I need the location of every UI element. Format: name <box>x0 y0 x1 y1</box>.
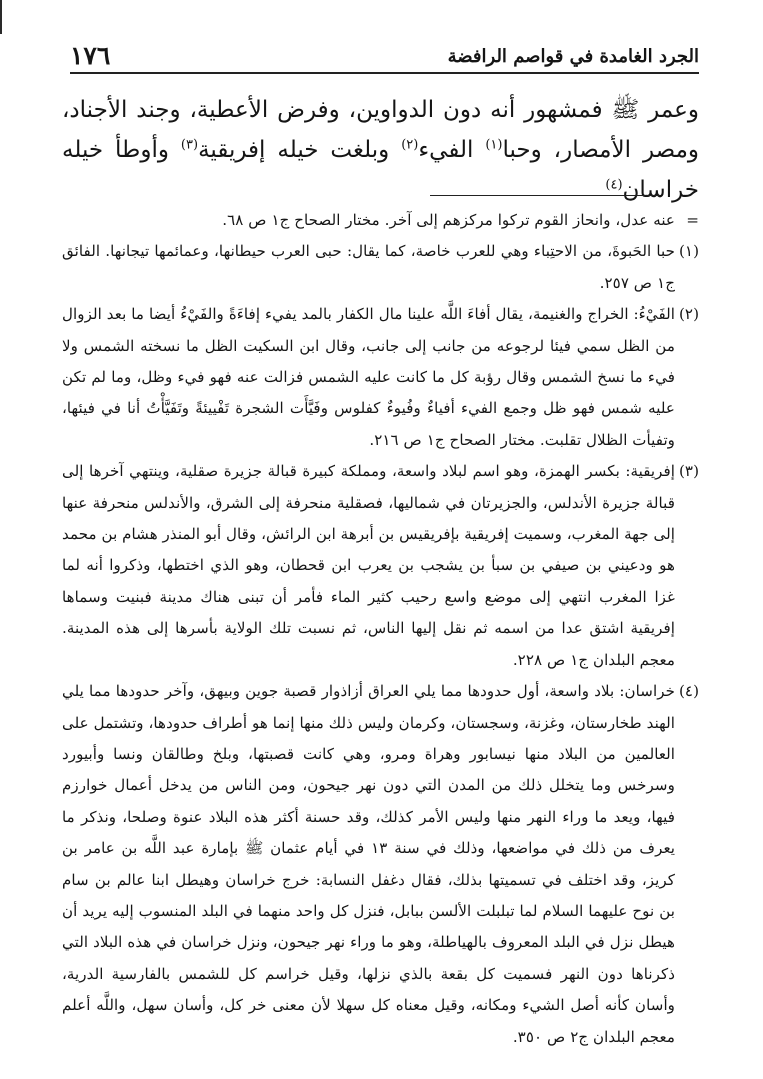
page-number: ١٧٦ <box>70 41 111 70</box>
blessing-glyph: ﷺ <box>245 839 264 858</box>
running-title: الجرد الغامدة في قواصم الرافضة <box>447 46 699 67</box>
footnote-marker: (٣) <box>678 462 699 481</box>
main-text-part: وعمر <box>648 97 699 123</box>
footnote-4 <box>62 676 699 1053</box>
footnote-3 <box>62 456 699 676</box>
page-header <box>70 34 699 74</box>
footnote-ref[interactable]: (٢) <box>401 137 419 153</box>
main-text-part: فمشهور أنه دون الدواوين، وفرض الأعطية، وجند الأجناد، ومصر الأمصار، وحبا <box>62 97 700 163</box>
main-text <box>62 90 699 210</box>
footnote-1 <box>62 236 699 299</box>
footnote-text: بإمارة عبد اللَّه بن عامر بن كريز، وقد اختلف في تسميتها بذلك، فقال دغفل النسابة: خرج خراسان وهيطل ابنا عالم بن سام بن نوح عليهما السلام لما تبلبلت الألسن ببابل، فنزل كل واحد منهما في البلد المنسوب إليه يريد أن هيطل نزل في البلد المعروف بالهياطلة، وهو ما وراء نهر جيحون، ونزل خراسان في هذه البلاد التي ذكرناها دون النهر فسميت كل بقعة بالذي نزلها، وقيل خراسم كل للشمس بالفارسية الدرية، وأسان كأنه أصل الشيء ومكانه، وقيل معناه كل سهلا لأن معنى خر كل، وأسان سهل، واللَّه أعلم معجم البلدان ج٢ ص ٣٥٠. <box>62 839 675 1046</box>
footnote-2 <box>62 299 699 456</box>
footnote-ref[interactable]: (٤) <box>605 177 623 193</box>
main-text-part: الفيء <box>418 137 474 163</box>
footnote-continued <box>62 205 699 236</box>
main-text-part: وبلغت خيله إفريقية <box>198 137 390 163</box>
footnote-marker: (١) <box>678 242 699 261</box>
main-text-part: وأوطأ خيله خراسان <box>62 137 699 203</box>
footnote-text-block <box>62 676 675 1053</box>
footnotes <box>62 205 699 1053</box>
footnote-ref[interactable]: (١) <box>485 137 503 153</box>
footnote-text: خراسان: بلاد واسعة، أول حدودها مما يلي العراق أزاذوار قصبة جوين وبيهق، وآخر حدودها مما يلي الهند طخارستان، وغزنة، وسجستان، وكرمان وليس ذلك منها إنما هو أطراف حدودها، وتشتمل على العالمين من البلاد منها نيسابور وهراة ومرو، وهي كانت قصبتها، وبلخ وطالقان ونسا وأبيورد وسرخس وما يتخلل ذلك من المدن التي دون نهر جيحون، ومن الناس من يدخل أعمال خوارزم فيها، ويعد ما وراء النهر منها وليس الأمر كذلك، وقد حسنة أكثر هذه البلاد عنوة وصلحا، ونذكر ما يعرف من ذلك في مواضعها، وذلك في سنة ١٣ في أيام عثمان <box>62 682 676 858</box>
blessing-glyph: ﷺ <box>611 97 640 123</box>
footnote-marker: = <box>686 211 699 229</box>
footnote-ref[interactable]: (٣) <box>180 137 199 153</box>
footnote-text: حبا الحَبوةَ، من الاحتِباء وهي للعرب خاصة، كما يقال: حبى العرب حيطانها، وعمائمها تيجانها. الفائق ج١ ص ٢٥٧. <box>62 242 675 292</box>
footnote-marker: (٤) <box>678 682 699 701</box>
scan-edge-mark <box>0 0 2 34</box>
main-paragraph <box>62 90 699 210</box>
footnote-text: الفَيْءُ: الخراج والغنيمة، يقال أفاءَ اللَّه علينا مال الكفار بالمد يفيء إفاءَةً والفَيْءُ أيضا ما بعد الزوال من الظل سمي فيئا لرجوعه من جانب إلى جانب، وقال ابن السكيت الظل ما نسخته الشمس ولا فيء ما نسخ الشمس وقال رؤبة كل ما كانت عليه الشمس فزالت عنه فهو فيء وظل، وما لم تكن عليه شمس فهو ظل وجمع الفيء أفياءٌ وفُيوءٌ كفلوس وفَيَّأَت الشجرة تَفْييئةً وتَفَيَّأْتُ أنا في فيئها، وتفيأت الظلال تقلبت. مختار الصحاح ج١ ص ٢١٦. <box>62 305 675 449</box>
footnote-text: إفريقية: بكسر الهمزة، وهو اسم لبلاد واسعة، ومملكة كبيرة قبالة جزيرة صقلية، وينتهي آخرها إلى قبالة جزيرة الأندلس، والجزيرتان في شماليها، فصقلية منحرفة إلى الشرق، والأندلس منحرفة عنها إلى جهة المغرب، وسميت إفريقية بإفريقيس بن أبرهة ابن الرائش، وقال أبو المنذر هشام بن محمد هو ودعيني بن صيفي بن سبأ بن يشجب بن يعرب ابن قحطان، وهو الذي اختطها، وذكروا أنه لما غزا المغرب انتهي إلى موضع واسع رحيب كثير الماء فأمر أن تبنى هناك مدينة فبنيت وسماها إفريقية اشتق عدا من اسمه ثم نقل إليها الناس، ثم نسبت تلك الولاية بأسرها إلى هذه المدينة. معجم البلدان ج١ ص ٢٢٨. <box>61 462 675 669</box>
footnote-marker: (٢) <box>678 305 699 324</box>
footnote-separator <box>430 195 660 196</box>
footnote-text: عنه عدل، وانحاز القوم تركوا مركزهم إلى آخر. مختار الصحاح ج١ ص ٦٨. <box>222 211 675 229</box>
